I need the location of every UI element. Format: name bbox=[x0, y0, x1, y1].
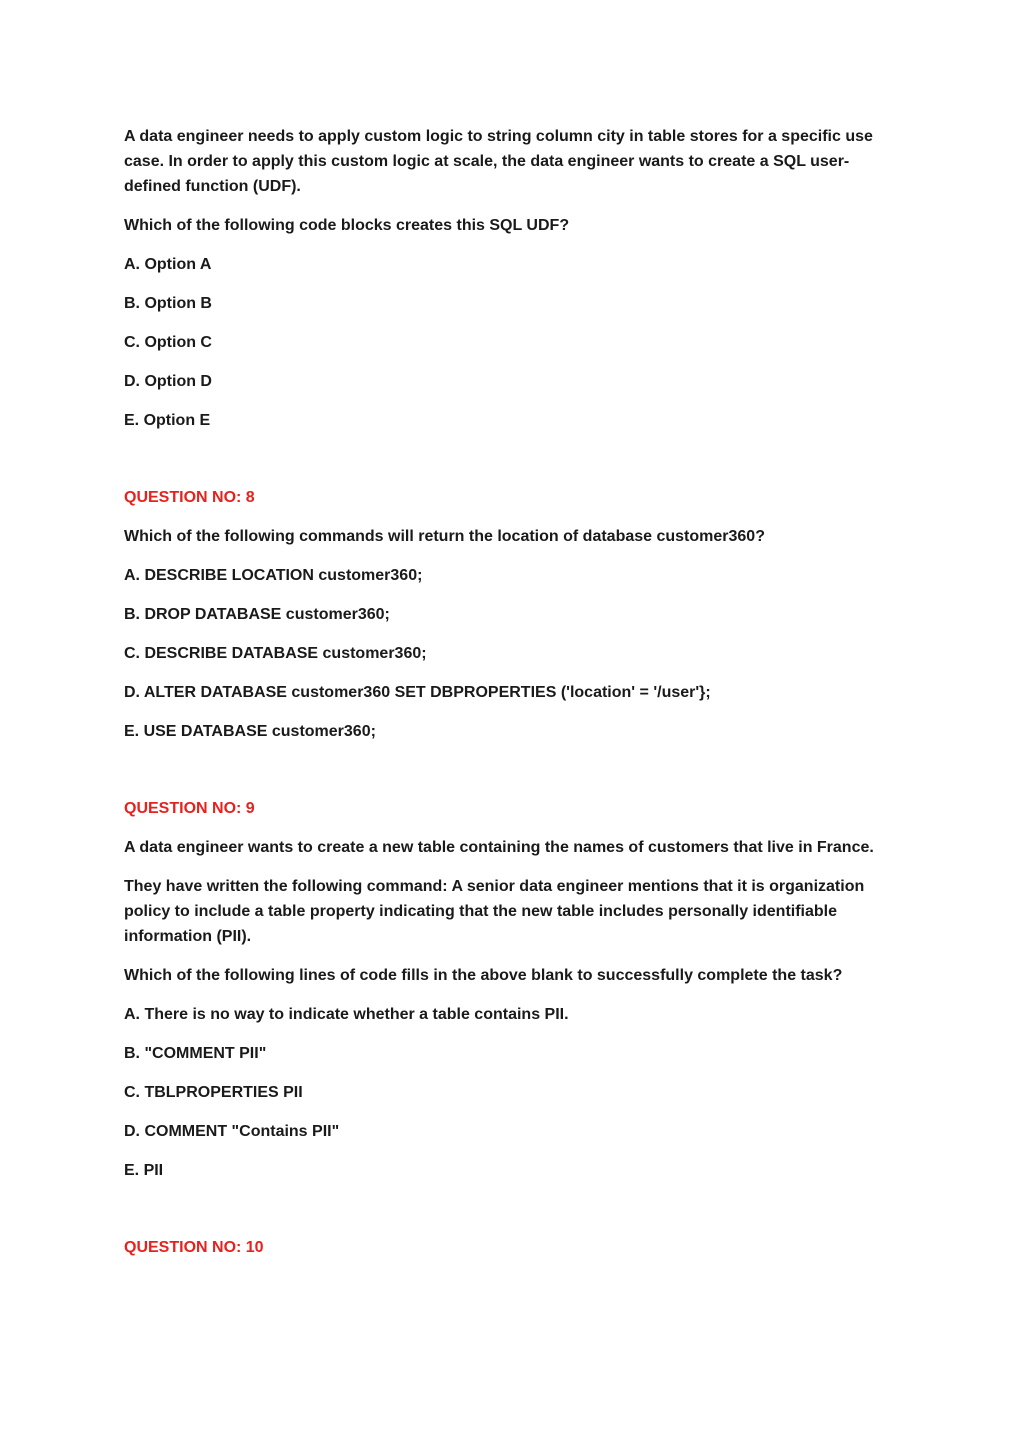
q8-heading: QUESTION NO: 8 bbox=[124, 489, 255, 506]
q7-question: Which of the following code blocks creates this SQL UDF? bbox=[124, 217, 570, 234]
q7-option-d: D. Option D bbox=[124, 373, 212, 390]
q9-option-b: B. "COMMENT PII" bbox=[124, 1045, 267, 1062]
q8-question: Which of the following commands will return the location of database customer360? bbox=[124, 528, 765, 545]
q8-option-e: E. USE DATABASE customer360; bbox=[124, 723, 376, 740]
q10-heading: QUESTION NO: 10 bbox=[124, 1239, 264, 1256]
q7-option-e: E. Option E bbox=[124, 412, 211, 429]
q9-option-d: D. COMMENT "Contains PII" bbox=[124, 1123, 340, 1140]
q8-option-b: B. DROP DATABASE customer360; bbox=[124, 606, 390, 623]
q8-option-c: C. DESCRIBE DATABASE customer360; bbox=[124, 645, 427, 662]
q7-option-c: C. Option C bbox=[124, 334, 212, 351]
document-page bbox=[124, 124, 900, 1274]
q9-heading: QUESTION NO: 9 bbox=[124, 800, 255, 817]
q9-option-e: E. PII bbox=[124, 1162, 164, 1179]
q9-context: They have written the following command: A senior data engineer mentions that it is organization policy to include a table property indicating that the new table includes personally identifiable information (PII). bbox=[124, 878, 865, 945]
q7-stem: A data engineer needs to apply custom logic to string column city in table stores for a specific use case. In order to apply this custom logic at scale, the data engineer wants to create a SQL user-defined function (UDF). bbox=[124, 128, 873, 195]
q9-option-a: A. There is no way to indicate whether a table contains PII. bbox=[124, 1006, 569, 1023]
q9-option-c: C. TBLPROPERTIES PII bbox=[124, 1084, 303, 1101]
q9-question: Which of the following lines of code fills in the above blank to successfully complete the task? bbox=[124, 967, 843, 984]
q9-stem: A data engineer wants to create a new table containing the names of customers that live in France. bbox=[124, 839, 874, 856]
q7-option-b: B. Option B bbox=[124, 295, 212, 312]
q7-option-a: A. Option A bbox=[124, 256, 212, 273]
q8-option-d: D. ALTER DATABASE customer360 SET DBPROPERTIES ('location' = '/user'}; bbox=[124, 684, 711, 701]
q8-option-a: A. DESCRIBE LOCATION customer360; bbox=[124, 567, 423, 584]
